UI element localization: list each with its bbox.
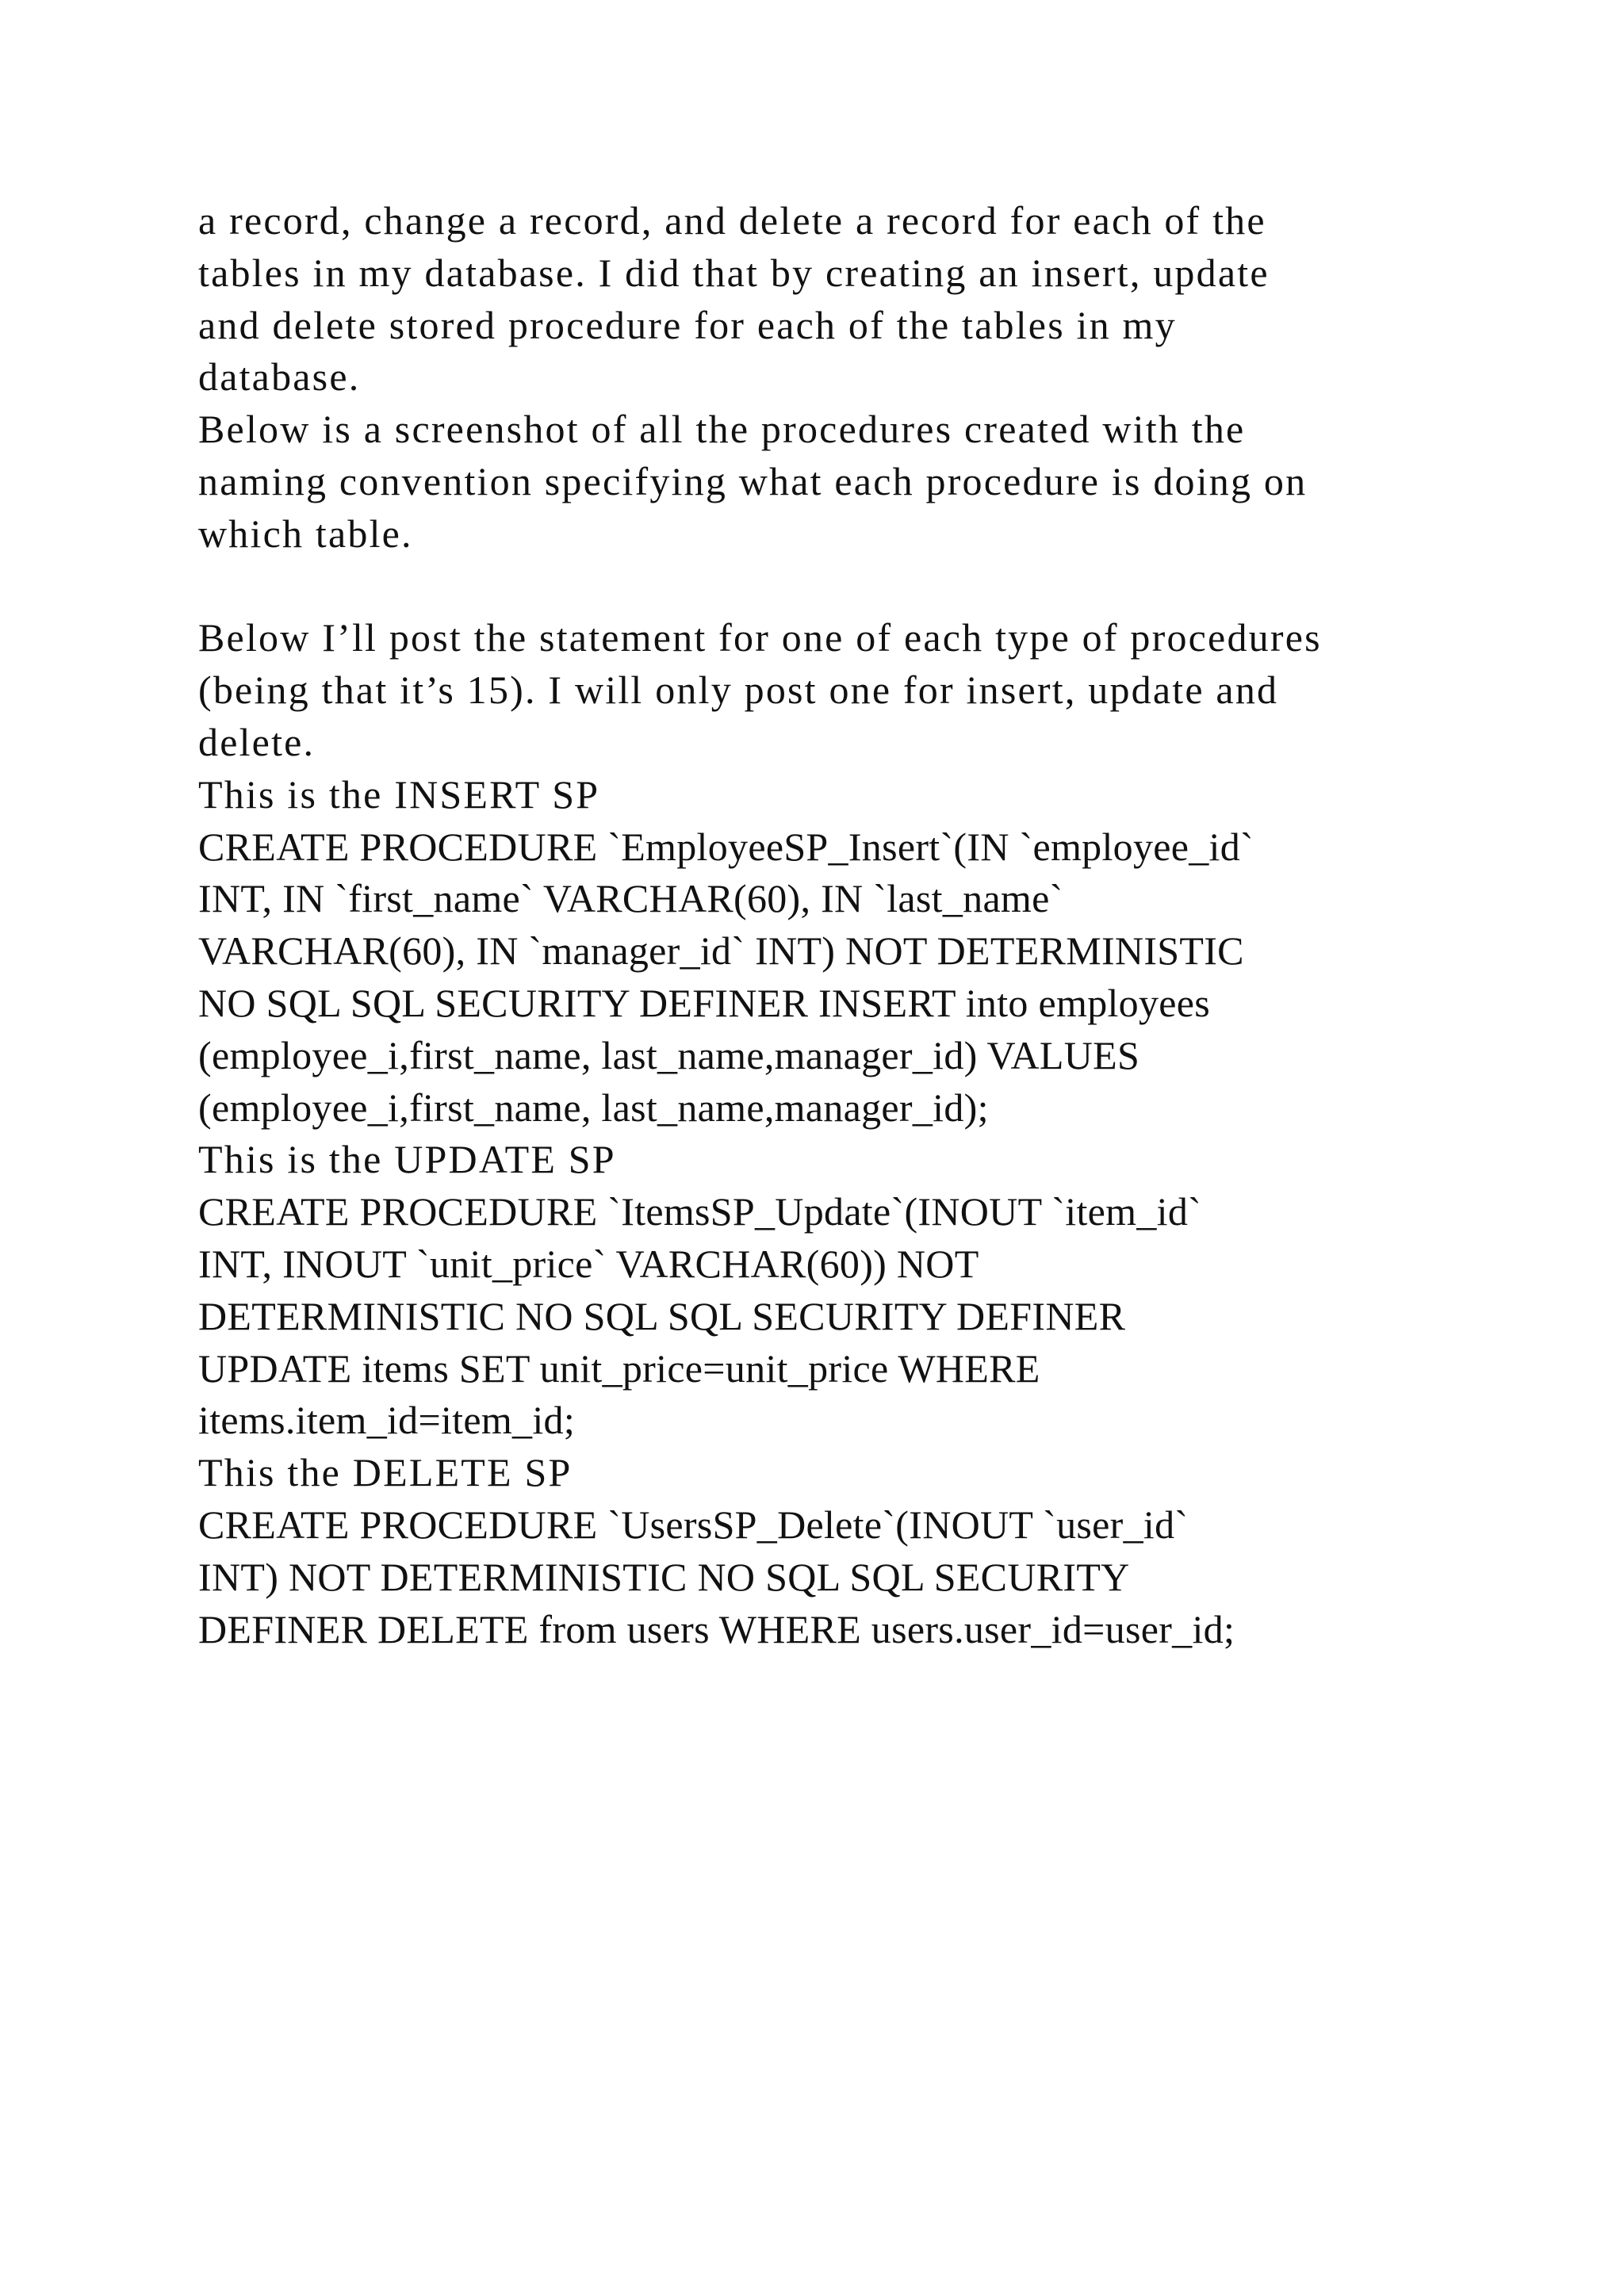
section-heading-delete: This the DELETE SP (198, 1450, 573, 1495)
section-heading-insert: This is the INSERT SP (198, 771, 600, 817)
sql-line: (employee_i,first_name, last_name,manager_id); (198, 1085, 989, 1130)
sql-line: CREATE PROCEDURE `EmployeeSP_Insert`(IN `employee_id` (198, 824, 1254, 869)
sql-line: CREATE PROCEDURE `ItemsSP_Update`(INOUT `item_id` (198, 1189, 1202, 1234)
section-heading-update: This is the UPDATE SP (198, 1137, 616, 1182)
sql-line: CREATE PROCEDURE `UsersSP_Delete`(INOUT `user_id` (198, 1502, 1189, 1547)
sql-line: (employee_i,first_name, last_name,manager_id) VALUES (198, 1032, 1140, 1077)
sql-line: items.item_id=item_id; (198, 1398, 576, 1443)
body-line: a record, change a record, and delete a record for each of the (198, 198, 1266, 243)
sql-line: NO SQL SQL SECURITY DEFINER INSERT into employees (198, 980, 1211, 1025)
blank-line (198, 561, 1435, 613)
sql-line: INT) NOT DETERMINISTIC NO SQL SQL SECURITY (198, 1554, 1130, 1599)
sql-line: UPDATE items SET unit_price=unit_price WHERE (198, 1345, 1040, 1391)
body-line: tables in my database. I did that by creating an insert, update (198, 250, 1270, 295)
body-line: Below I’ll post the statement for one of each type of procedures (198, 615, 1322, 660)
sql-line: VARCHAR(60), IN `manager_id` INT) NOT DETERMINISTIC (198, 928, 1244, 974)
sql-line: INT, INOUT `unit_price` VARCHAR(60)) NOT (198, 1241, 979, 1286)
body-line: and delete stored procedure for each of the tables in my (198, 302, 1177, 347)
body-line: delete. (198, 719, 316, 764)
sql-line: DETERMINISTIC NO SQL SQL SECURITY DEFINER (198, 1293, 1126, 1338)
sql-line: DEFINER DELETE from users WHERE users.user_id=user_id; (198, 1606, 1235, 1651)
body-line: naming convention specifying what each procedure is doing on (198, 458, 1308, 503)
document-body (198, 195, 1435, 1655)
body-line: (being that it’s 15). I will only post one for insert, update and (198, 668, 1279, 713)
sql-line: INT, IN `first_name` VARCHAR(60), IN `last_name` (198, 876, 1063, 921)
body-line: which table. (198, 511, 413, 556)
body-line: Below is a screenshot of all the procedures created with the (198, 407, 1246, 452)
body-line: database. (198, 354, 361, 400)
